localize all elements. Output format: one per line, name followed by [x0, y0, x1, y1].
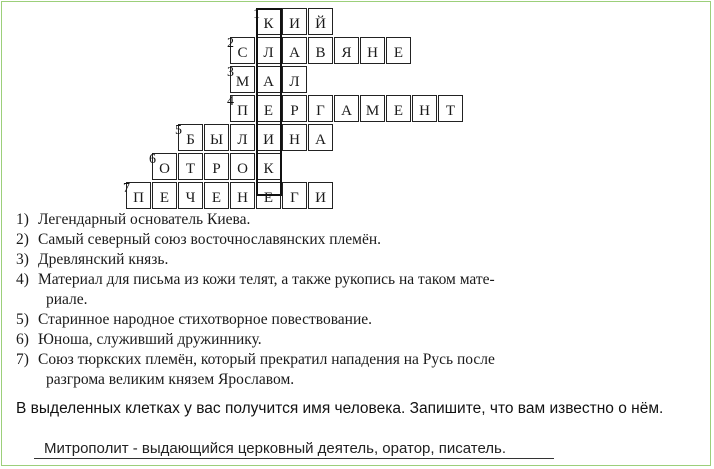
crossword-cell: Н	[360, 37, 385, 64]
crossword-cell: П 4	[230, 95, 255, 122]
clue-list	[16, 210, 696, 390]
crossword-cell: С 2	[230, 37, 255, 64]
crossword-cell: А	[256, 66, 281, 93]
crossword-cell: Е	[204, 182, 229, 209]
task-text: В выделенных клетках у вас получится имя человека. Запишите, что вам известно о нём.	[16, 400, 664, 417]
crossword-cell: Е	[386, 95, 411, 122]
clue-5	[16, 310, 696, 330]
clue-number-label: 6	[149, 152, 156, 167]
clue-3	[16, 250, 696, 270]
answer-text: Митрополит - выдающийся церковный деятель, оратор, писатель.	[44, 440, 507, 457]
clue-number: 4)	[16, 271, 29, 288]
clue-text	[38, 270, 696, 290]
crossword-cell: Н	[282, 124, 307, 151]
clue-text-continuation: риале.	[46, 291, 88, 308]
crossword-cell: Т	[438, 95, 463, 122]
clue-number-label: 2	[227, 36, 234, 51]
crossword-cell: О 6	[152, 153, 177, 180]
clue-text: Самый северный союз восточнославянских племён.	[38, 231, 382, 248]
crossword-cell: И	[282, 8, 307, 35]
crossword-cell: П 7	[126, 182, 151, 209]
clue-number: 5)	[16, 311, 29, 328]
clue-number-label: 3	[227, 65, 234, 80]
crossword-cell: Л	[256, 37, 281, 64]
crossword-cell: Й	[308, 8, 333, 35]
clue-text: Легендарный основатель Киева.	[38, 211, 251, 228]
crossword-cell: Ы	[204, 124, 229, 151]
crossword-cell: Е	[256, 182, 281, 209]
crossword-cell: В	[308, 37, 333, 64]
crossword-cell: А	[282, 37, 307, 64]
crossword-cell: Б 5	[178, 124, 203, 151]
clue-number-label: 1	[253, 7, 260, 22]
clue-2	[16, 230, 696, 250]
clue-text: Древлянский князь.	[38, 251, 169, 268]
crossword-cell: А	[334, 95, 359, 122]
clue-number: 6)	[16, 331, 29, 348]
crossword-cell: Ч	[178, 182, 203, 209]
crossword-cell: Т	[178, 153, 203, 180]
clue-1	[16, 210, 696, 230]
clue-text: Старинное народное стихотворное повествование.	[38, 311, 373, 328]
clue-4-cont	[16, 290, 696, 310]
crossword-cell: Е	[152, 182, 177, 209]
crossword-cell: Е	[386, 37, 411, 64]
crossword-cell: М	[360, 95, 385, 122]
crossword-cell: Е	[256, 95, 281, 122]
clue-7-cont	[16, 370, 696, 390]
clue-number: 1)	[16, 211, 29, 228]
clue-text-line: Материал для письма из кожи телят, а также рукопись на таком мате-	[38, 271, 495, 288]
clue-number: 7)	[16, 351, 29, 368]
clue-6	[16, 330, 696, 350]
crossword-cell: А	[308, 124, 333, 151]
crossword-cell: Л	[230, 124, 255, 151]
crossword-cell: И	[308, 182, 333, 209]
crossword-cell: Н	[230, 182, 255, 209]
clue-7	[16, 350, 696, 370]
clue-number-label: 7	[123, 181, 130, 196]
crossword-cell: К	[256, 153, 281, 180]
crossword-cell: Я	[334, 37, 359, 64]
crossword-cell: М 3	[230, 66, 255, 93]
clue-text-continuation: разгрома великим князем Ярославом.	[46, 371, 295, 388]
crossword-cell: Г	[282, 182, 307, 209]
clue-number-label: 5	[175, 123, 182, 138]
answer-underline	[34, 458, 554, 459]
crossword-cell: К 1	[256, 8, 281, 35]
crossword-cell: Л	[282, 66, 307, 93]
clue-number-label: 4	[227, 94, 234, 109]
clue-text: Союз тюркских племён, который прекратил нападения на Русь после	[38, 351, 495, 368]
clue-number: 3)	[16, 251, 29, 268]
clue-number: 2)	[16, 231, 29, 248]
crossword-cell: Н	[412, 95, 437, 122]
clue-text: Юноша, служивший дружиннику.	[38, 331, 262, 348]
crossword-cell: О	[230, 153, 255, 180]
crossword-cell: И	[256, 124, 281, 151]
crossword-cell: Г	[308, 95, 333, 122]
crossword-cell: Р	[204, 153, 229, 180]
clue-4	[16, 270, 696, 290]
crossword-cell: Р	[282, 95, 307, 122]
